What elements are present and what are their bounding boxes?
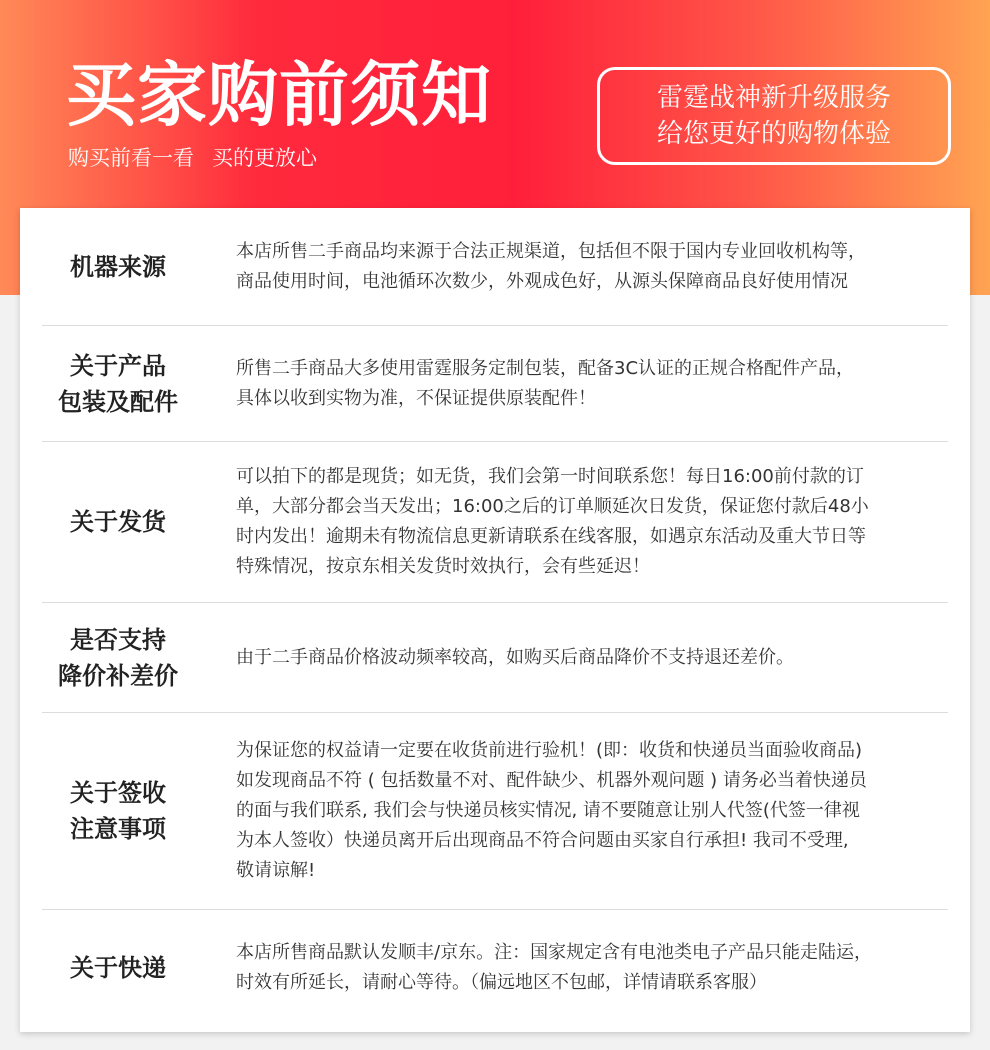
notice-card [20, 208, 970, 1032]
notice-row-price-protection [42, 603, 948, 713]
row-label: 关于签收 注意事项 [70, 779, 166, 843]
row-label: 关于快递 [70, 954, 166, 982]
row-text: 由于二手商品价格波动频率较高，如购买后商品降价不支持退还差价。 [236, 646, 794, 668]
notice-row-shipping [42, 442, 948, 603]
row-text: 可以拍下的都是现货；如无货，我们会第一时间联系您！每日16:00前付款的订 单，大部分都会当天发出；16:00之后的订单顺延次日发货，保证您付款后48小 时内发出！逾期未有物流信息更新请联系在线客服，如遇京东活动及重大节日等 特殊情况，按京东相关发货时效执行，会有些延迟！ [236, 466, 869, 577]
row-text: 所售二手商品大多使用雷霆服务定制包装，配备3C认证的正规合格配件产品， 具体以收到实物为准，不保证提供原装配件！ [236, 357, 855, 409]
row-label: 关于产品 包装及配件 [58, 351, 178, 416]
page-subtitle [68, 143, 317, 173]
row-text: 本店所售商品默认发顺丰/京东。注：国家规定含有电池类电子产品只能走陆运， 时效有所延长，请耐心等待。（偏远地区不包邮，详情请联系客服） [236, 942, 873, 993]
notice-row-signing [42, 713, 948, 910]
service-promo-box [597, 67, 951, 165]
row-text: 本店所售二手商品均来源于合法正规渠道，包括但不限于国内专业回收机构等， 商品使用时间，电池循环次数少，外观成色好，从源头保障商品良好使用情况 [236, 240, 866, 292]
notice-row-machine-source [42, 208, 948, 326]
subtitle-left: 购买前看一看 [68, 146, 194, 170]
row-label: 是否支持 降价补差价 [58, 625, 178, 690]
notice-row-packaging [42, 326, 948, 442]
promo-line-2: 给您更好的购物体验 [656, 119, 891, 149]
row-label: 机器来源 [70, 252, 166, 281]
page-title: 买家购前须知 [66, 54, 492, 136]
notice-row-express [42, 910, 948, 1026]
row-text: 为保证您的权益请一定要在收货前进行验机！(即：收货和快递员当面验收商品) 如发现商品不符 ( 包括数量不对、配件缺少、机器外观问题 ) 请务必当着快递员 的面与我们联系, 我们会与快递员核实情况, 请不要随意让别人代签(代签一律视 为本人签收）快递员离开后出现商品不符合问题由买家自行承担! 我司不受理, 敬请谅解! [236, 740, 867, 881]
row-label: 关于发货 [70, 508, 166, 536]
subtitle-right: 买的更放心 [212, 146, 317, 170]
promo-line-1: 雷霆战神新升级服务 [656, 83, 891, 113]
